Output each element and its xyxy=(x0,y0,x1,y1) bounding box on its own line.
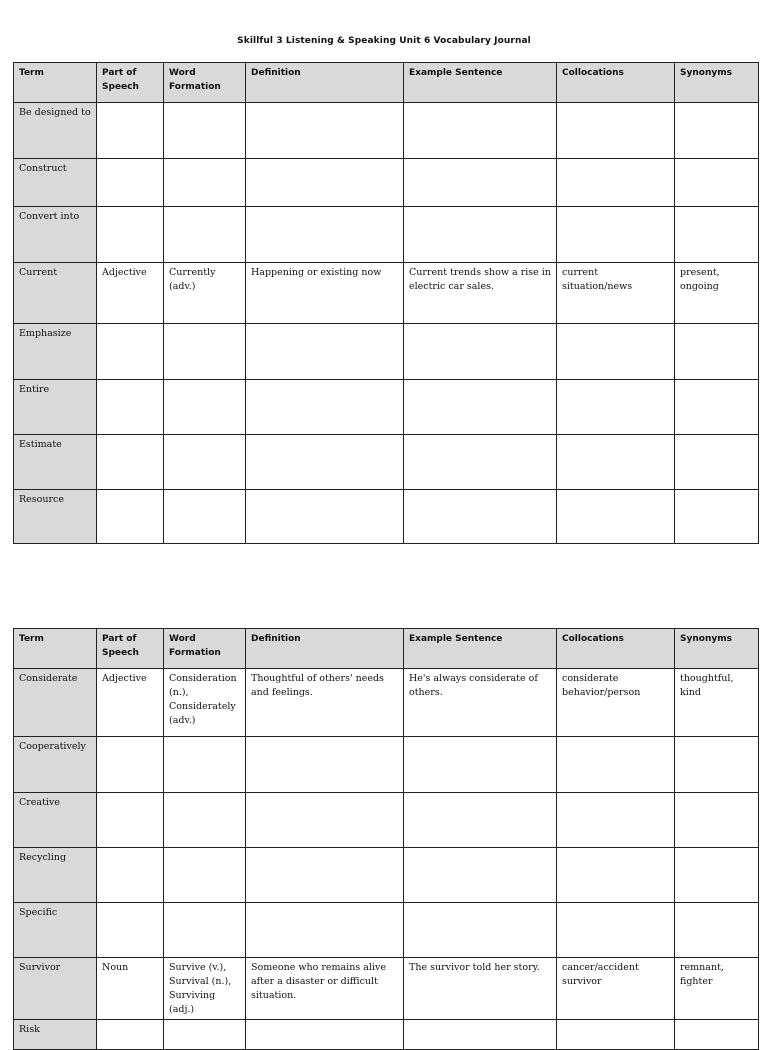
synonyms-cell xyxy=(675,103,759,159)
part-of-speech-cell xyxy=(97,380,164,435)
table-row xyxy=(14,103,759,159)
definition-cell xyxy=(246,793,404,848)
table-row xyxy=(14,159,759,207)
definition-cell xyxy=(246,380,404,435)
word-formation-cell xyxy=(164,380,246,435)
collocations-cell: current situation/news xyxy=(557,263,675,324)
part-of-speech-cell xyxy=(97,159,164,207)
synonyms-cell xyxy=(675,903,759,958)
table-row xyxy=(14,669,759,737)
column-header-collocations: Collocations xyxy=(557,63,675,103)
example-sentence-cell xyxy=(404,207,557,263)
word-formation-cell: Survive (v.), Survival (n.), Surviving (adj.) xyxy=(164,958,246,1020)
example-sentence-cell xyxy=(404,435,557,490)
synonyms-cell: thoughtful, kind xyxy=(675,669,759,737)
synonyms-cell xyxy=(675,324,759,380)
definition-cell: Happening or existing now xyxy=(246,263,404,324)
term-cell: Specific xyxy=(14,903,97,958)
definition-cell xyxy=(246,737,404,793)
definition-cell xyxy=(246,848,404,903)
table-row xyxy=(14,207,759,263)
term-cell: Survivor xyxy=(14,958,97,1020)
example-sentence-cell xyxy=(404,380,557,435)
header-row xyxy=(14,63,759,103)
definition-cell xyxy=(246,435,404,490)
term-cell: Creative xyxy=(14,793,97,848)
synonyms-cell xyxy=(675,737,759,793)
term-cell: Cooperatively xyxy=(14,737,97,793)
example-sentence-cell xyxy=(404,159,557,207)
table-row xyxy=(14,490,759,544)
part-of-speech-cell xyxy=(97,103,164,159)
collocations-cell xyxy=(557,159,675,207)
collocations-cell xyxy=(557,103,675,159)
definition-cell xyxy=(246,324,404,380)
part-of-speech-cell: Noun xyxy=(97,958,164,1020)
synonyms-cell: present, ongoing xyxy=(675,263,759,324)
collocations-cell xyxy=(557,737,675,793)
example-sentence-cell xyxy=(404,848,557,903)
column-header-definition: Definition xyxy=(246,63,404,103)
part-of-speech-cell xyxy=(97,490,164,544)
definition-cell xyxy=(246,1020,404,1050)
term-cell: Considerate xyxy=(14,669,97,737)
word-formation-cell xyxy=(164,103,246,159)
example-sentence-cell: He's always considerate of others. xyxy=(404,669,557,737)
collocations-cell xyxy=(557,793,675,848)
collocations-cell xyxy=(557,207,675,263)
column-header-example-sentence: Example Sentence xyxy=(404,63,557,103)
column-header-synonyms: Synonyms xyxy=(675,629,759,669)
column-header-synonyms: Synonyms xyxy=(675,63,759,103)
collocations-cell: cancer/accident survivor xyxy=(557,958,675,1020)
column-header-definition: Definition xyxy=(246,629,404,669)
table-row xyxy=(14,380,759,435)
synonyms-cell xyxy=(675,159,759,207)
part-of-speech-cell: Adjective xyxy=(97,669,164,737)
term-cell: Be designed to xyxy=(14,103,97,159)
word-formation-cell xyxy=(164,903,246,958)
part-of-speech-cell xyxy=(97,435,164,490)
collocations-cell xyxy=(557,1020,675,1050)
column-header-collocations: Collocations xyxy=(557,629,675,669)
word-formation-cell: Currently (adv.) xyxy=(164,263,246,324)
synonyms-cell xyxy=(675,490,759,544)
synonyms-cell xyxy=(675,1020,759,1050)
collocations-cell: considerate behavior/person xyxy=(557,669,675,737)
synonyms-cell: remnant, fighter xyxy=(675,958,759,1020)
header-row xyxy=(14,629,759,669)
word-formation-cell xyxy=(164,490,246,544)
definition-cell xyxy=(246,903,404,958)
vocabulary-table-1 xyxy=(13,62,759,544)
collocations-cell xyxy=(557,903,675,958)
synonyms-cell xyxy=(675,380,759,435)
definition-cell: Thoughtful of others' needs and feelings. xyxy=(246,669,404,737)
synonyms-cell xyxy=(675,207,759,263)
word-formation-cell xyxy=(164,848,246,903)
term-cell: Estimate xyxy=(14,435,97,490)
definition-cell xyxy=(246,159,404,207)
example-sentence-cell xyxy=(404,1020,557,1050)
word-formation-cell xyxy=(164,324,246,380)
column-header-part-of-speech: Part of Speech xyxy=(97,629,164,669)
synonyms-cell xyxy=(675,793,759,848)
word-formation-cell xyxy=(164,159,246,207)
term-cell: Emphasize xyxy=(14,324,97,380)
example-sentence-cell: Current trends show a rise in electric car sales. xyxy=(404,263,557,324)
word-formation-cell: Consideration (n.), Considerately (adv.) xyxy=(164,669,246,737)
term-cell: Risk xyxy=(14,1020,97,1050)
column-header-term: Term xyxy=(14,629,97,669)
table-row xyxy=(14,793,759,848)
collocations-cell xyxy=(557,324,675,380)
word-formation-cell xyxy=(164,1020,246,1050)
example-sentence-cell xyxy=(404,103,557,159)
part-of-speech-cell xyxy=(97,848,164,903)
table-row xyxy=(14,1020,759,1050)
column-header-part-of-speech: Part of Speech xyxy=(97,63,164,103)
part-of-speech-cell xyxy=(97,324,164,380)
table-row xyxy=(14,263,759,324)
definition-cell xyxy=(246,490,404,544)
part-of-speech-cell xyxy=(97,207,164,263)
example-sentence-cell xyxy=(404,324,557,380)
table-row xyxy=(14,958,759,1020)
part-of-speech-cell xyxy=(97,903,164,958)
collocations-cell xyxy=(557,435,675,490)
column-header-example-sentence: Example Sentence xyxy=(404,629,557,669)
word-formation-cell xyxy=(164,435,246,490)
term-cell: Convert into xyxy=(14,207,97,263)
term-cell: Resource xyxy=(14,490,97,544)
table-row xyxy=(14,903,759,958)
collocations-cell xyxy=(557,380,675,435)
definition-cell xyxy=(246,103,404,159)
synonyms-cell xyxy=(675,848,759,903)
column-header-term: Term xyxy=(14,63,97,103)
table-row xyxy=(14,848,759,903)
definition-cell: Someone who remains alive after a disaster or difficult situation. xyxy=(246,958,404,1020)
definition-cell xyxy=(246,207,404,263)
term-cell: Recycling xyxy=(14,848,97,903)
page-title: Skillful 3 Listening & Speaking Unit 6 Vocabulary Journal xyxy=(237,36,531,46)
table-row xyxy=(14,435,759,490)
table-row xyxy=(14,324,759,380)
part-of-speech-cell xyxy=(97,793,164,848)
example-sentence-cell xyxy=(404,793,557,848)
column-header-word-formation: Word Formation xyxy=(164,63,246,103)
column-header-word-formation: Word Formation xyxy=(164,629,246,669)
synonyms-cell xyxy=(675,435,759,490)
example-sentence-cell xyxy=(404,903,557,958)
part-of-speech-cell xyxy=(97,1020,164,1050)
collocations-cell xyxy=(557,848,675,903)
part-of-speech-cell: Adjective xyxy=(97,263,164,324)
example-sentence-cell xyxy=(404,490,557,544)
example-sentence-cell: The survivor told her story. xyxy=(404,958,557,1020)
word-formation-cell xyxy=(164,737,246,793)
word-formation-cell xyxy=(164,793,246,848)
part-of-speech-cell xyxy=(97,737,164,793)
collocations-cell xyxy=(557,490,675,544)
term-cell: Current xyxy=(14,263,97,324)
vocabulary-table-2 xyxy=(13,628,759,1050)
table-row xyxy=(14,737,759,793)
term-cell: Construct xyxy=(14,159,97,207)
word-formation-cell xyxy=(164,207,246,263)
term-cell: Entire xyxy=(14,380,97,435)
example-sentence-cell xyxy=(404,737,557,793)
